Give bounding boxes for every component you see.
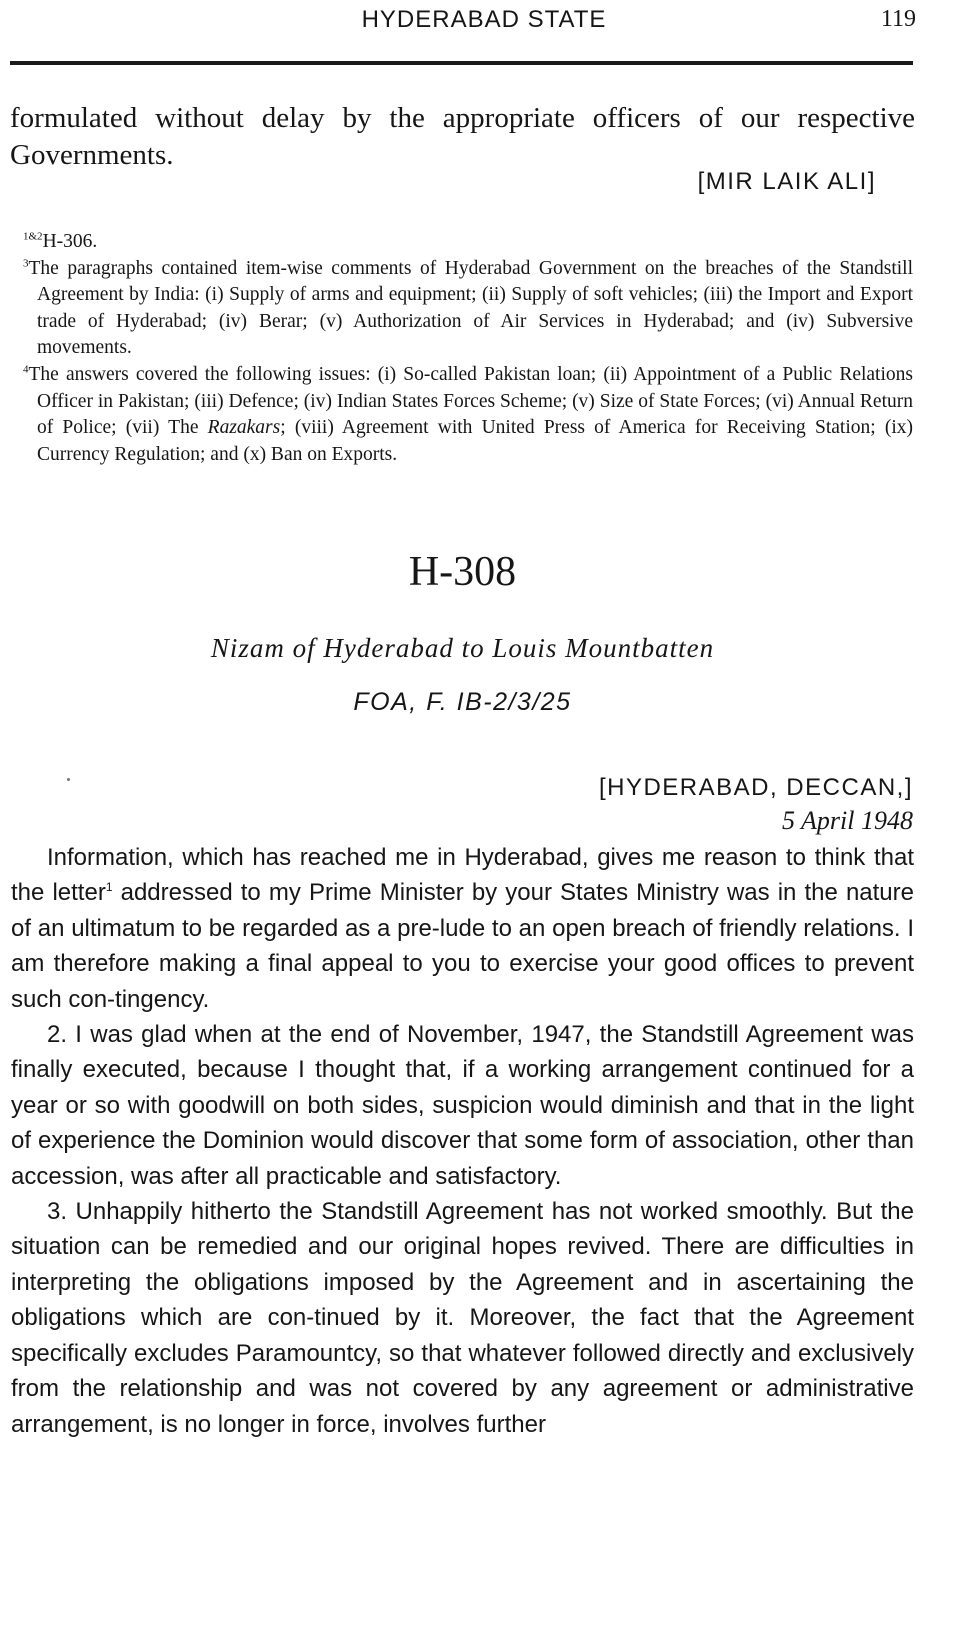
letter-body (11, 840, 914, 1442)
continuation-text: formulated without delay by the appropriate officers of our respective Governments. (10, 102, 915, 171)
footnote-marker: 4 (23, 363, 29, 376)
document-reference: FOA, F. IB-2/3/25 (353, 688, 572, 716)
footnote (23, 362, 913, 468)
page-number: 119 (880, 6, 916, 32)
letter-date: 5 April 1948 (782, 806, 913, 835)
letter-paragraph: 2. I was glad when at the end of November, 1947, the Standstill Agreement was finally executed, because I thought that, if a working arrangement continued for a year or so with goodwill on both sides, suspicion would diminish and that in the light of experience the Dominion would discover that some form of association, other than accession, was after all practicable and satisfactory. (11, 1021, 914, 1190)
note-reference: 1 (105, 880, 113, 895)
print-speck (67, 778, 70, 781)
signature: [MIR LAIK ALI] (697, 168, 876, 195)
paragraph-text: Information, which has reached me in Hyderabad, gives me reason to think that the letter (11, 844, 914, 907)
running-header (0, 6, 968, 38)
letter-paragraph: 3. Unhappily hitherto the Standstill Agreement has not worked smoothly. But the situation can be remedied and our original hopes revived. There are difficulties in interpreting the obligations imposed by the Agreement and in ascertaining the obligations which are con-tinued by it. Moreover, the fact that the Agreement specifically excludes Paramountcy, so that whatever followed directly and exclusively from the relationship and was not covered by any agreement or administrative arrangement, is no longer in force, involves further (11, 1198, 914, 1438)
footnote-emphasis: Razakars (207, 417, 281, 439)
letter-place: [HYDERABAD, DECCAN,] (598, 774, 913, 801)
footnote (23, 256, 913, 362)
footnote-marker: 3 (23, 257, 29, 270)
running-title: HYDERABAD STATE (361, 6, 607, 33)
footnote-text-continued: ; (viii) Agreement with United Press of America for Receiving Station; (ix) Currency Regulation; and (x) Ban on Exports. (37, 417, 913, 465)
document-number: H-308 (408, 549, 517, 595)
document-subtitle: Nizam of Hyderabad to Louis Mountbatten (210, 633, 715, 663)
footnote-text: The answers covered the following issues: (i) So-called Pakistan loan; (ii) Appointment of a Public Relations Officer in Pakistan; (iii) Defence; (iv) Indian States Forces Scheme; (v) Size of State Forces; (vi) Annual Return of Police; (vii) The (28, 363, 913, 439)
paragraph-text-continued: addressed to my Prime Minister by your States Ministry was in the nature of an ultimatum to be regarded as a pre-lude to an open breach of friendly relations. I am therefore making a final appeal to you to exercise your good offices to prevent such con-tingency. (11, 879, 914, 1013)
footnote-text: H-306. (42, 231, 98, 252)
footnote-text: The paragraphs contained item-wise comments of Hyderabad Government on the breaches of the Standstill Agreement by India: (i) Supply of arms and equipment; (ii) Supply of soft vehicles; (iii) the Import and Export trade of Hyderabad; (iv) Berar; (v) Authorization of Air Services in Hyderabad; and (iv) Subversive movements. (28, 257, 913, 359)
footnotes (23, 229, 913, 468)
header-rule (10, 61, 913, 65)
footnote (23, 229, 913, 256)
letter-paragraph (11, 840, 914, 1017)
footnote-marker: 1&2 (23, 230, 43, 243)
